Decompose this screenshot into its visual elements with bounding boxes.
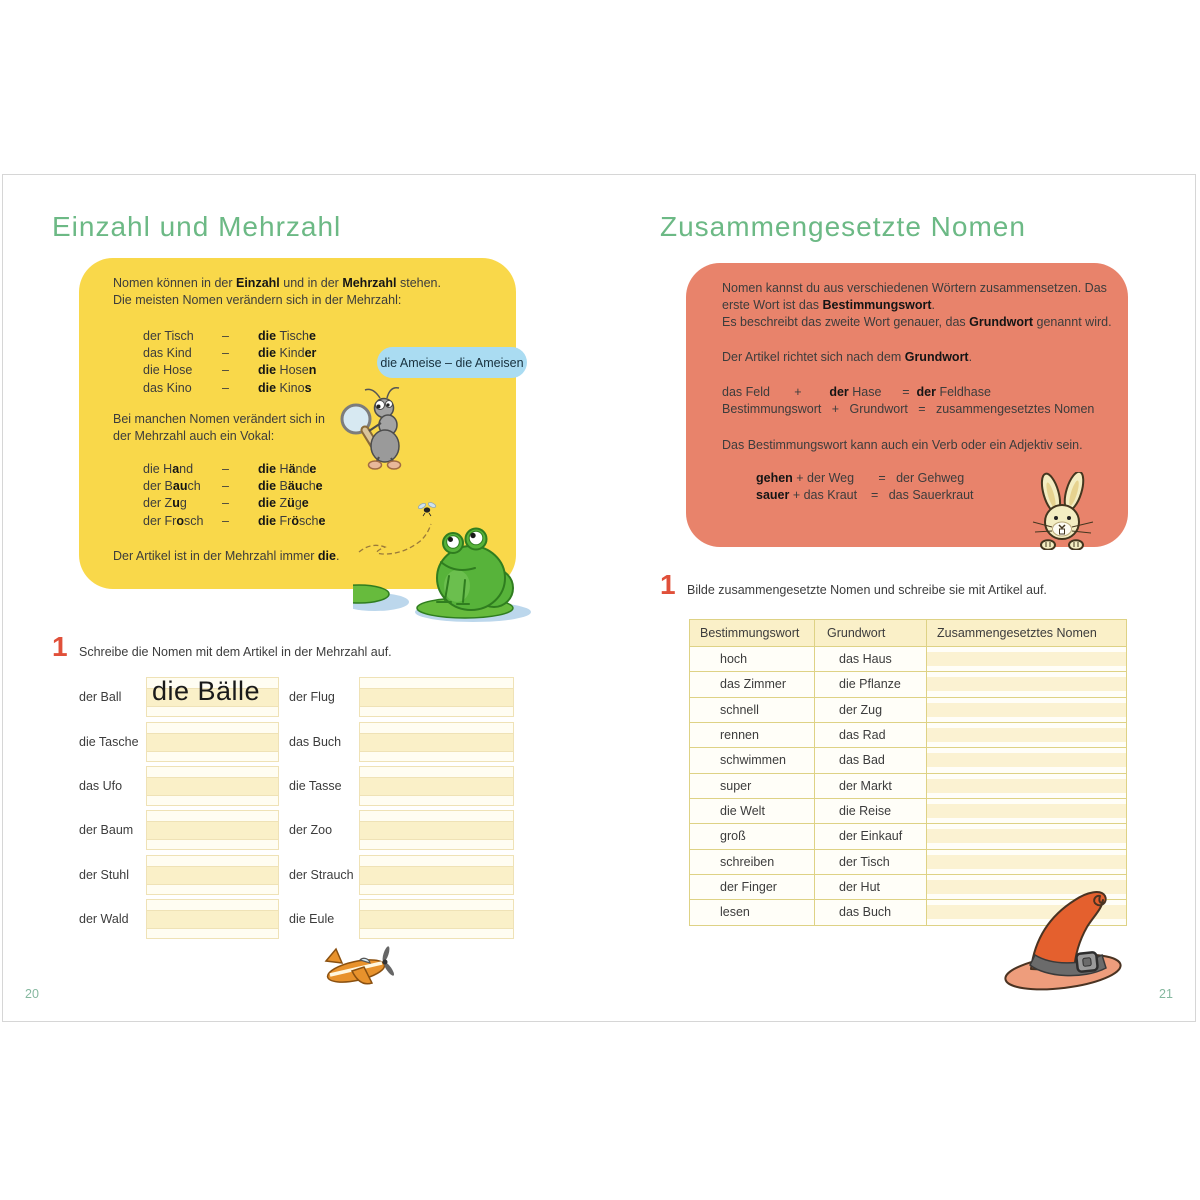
ant-with-magnifying-glass-icon: [339, 385, 419, 471]
table-cell: hoch: [690, 647, 815, 672]
page-number-right: 21: [1159, 987, 1173, 1001]
rabbit-peeking-icon: [1031, 472, 1095, 550]
compound-nouns-table: [689, 619, 1127, 926]
page-title-right: Zusammengesetzte Nomen: [660, 211, 1026, 242]
exercise-item: die Eule: [289, 897, 514, 941]
info-line: Der Artikel richtet sich nach dem Grundwort.: [722, 350, 973, 364]
page-title-left: Einzahl und Mehrzahl: [52, 211, 342, 242]
table-cell: der Tisch: [815, 850, 927, 875]
table-cell: schreiben: [690, 850, 815, 875]
table-cell: das Rad: [815, 723, 927, 748]
table-cell: rennen: [690, 723, 815, 748]
vowel-example-row: der Zug – die Züge: [143, 496, 309, 511]
answer-cell[interactable]: [927, 723, 1126, 748]
formula-line: gehen + der Weg = der Gehweg: [756, 471, 965, 485]
vowel-example-row: der Bauch – die Bäuche: [143, 479, 323, 494]
witch-hat-icon: [999, 887, 1139, 999]
exercise-item: der Baum: [79, 808, 279, 852]
plural-example-row: das Kind – die Kinder: [143, 346, 317, 361]
vowel-example-row: der Frosch – die Frösche: [143, 513, 326, 528]
answer-field[interactable]: [146, 810, 279, 850]
table-cell: das Bad: [815, 748, 927, 773]
page-number-left: 20: [25, 987, 39, 1001]
table-cell: super: [690, 774, 815, 799]
table-cell: die Reise: [815, 799, 927, 824]
info-line: Bei manchen Nomen verändert sich in: [113, 412, 325, 426]
answer-field[interactable]: [146, 722, 279, 762]
exercise-item: die Tasse: [289, 764, 514, 808]
table-header-bestimmungswort: Bestimmungswort: [690, 620, 815, 647]
info-line: erste Wort ist das Bestimmungswort.: [722, 298, 936, 312]
table-cell: der Hut: [815, 875, 927, 900]
answer-field[interactable]: [359, 899, 514, 939]
exercise-instruction: Schreibe die Nomen mit dem Artikel in der Mehrzahl auf.: [79, 645, 392, 659]
info-line: Es beschreibt das zweite Wort genauer, das Grundwort genannt wird.: [722, 315, 1112, 329]
answer-cell[interactable]: [927, 698, 1126, 723]
fly-trail-icon: [359, 524, 431, 554]
table-cell: der Markt: [815, 774, 927, 799]
answer-cell[interactable]: [927, 850, 1126, 875]
exercise-instruction: Bilde zusammengesetzte Nomen und schreibe sie mit Artikel auf.: [687, 583, 1047, 597]
plural-example-row: der Tisch – die Tische: [143, 328, 316, 343]
table-header-grundwort: Grundwort: [815, 620, 927, 647]
frog-on-lily-pad-icon: [353, 496, 538, 624]
answer-field[interactable]: [359, 722, 514, 762]
answer-cell[interactable]: [927, 748, 1126, 773]
exercise-number: 1: [660, 569, 676, 600]
exercise-item: das Ufo: [79, 764, 279, 808]
exercise-item: der Ball die Bälle: [79, 675, 279, 719]
exercise-item: der Wald: [79, 897, 279, 941]
answer-cell[interactable]: [927, 672, 1126, 697]
speech-bubble-text: die Ameise – die Ameisen: [380, 355, 524, 370]
info-line: der Mehrzahl auch ein Vokal:: [113, 429, 275, 443]
exercise-item: der Strauch: [289, 853, 514, 897]
table-header-zusammengesetztes-nomen: Zusammengesetztes Nomen: [927, 620, 1126, 647]
plural-examples-list: [143, 327, 316, 397]
answer-field[interactable]: [359, 855, 514, 895]
toy-airplane-icon: [318, 943, 396, 995]
table-cell: das Buch: [815, 900, 927, 924]
info-footer: Der Artikel ist in der Mehrzahl immer die.: [113, 549, 340, 563]
exercise-item: der Flug: [289, 675, 514, 719]
answer-field[interactable]: [359, 810, 514, 850]
exercise-item: der Zoo: [289, 808, 514, 852]
answer-field[interactable]: [146, 677, 279, 717]
table-cell: schnell: [690, 698, 815, 723]
formula-line: das Feld + der Hase = der Feldhase: [722, 385, 991, 399]
info-line: Nomen kannst du aus verschiedenen Wörtern zusammensetzen. Das: [722, 281, 1107, 295]
answer-field[interactable]: [359, 677, 514, 717]
info-line: Das Bestimmungswort kann auch ein Verb oder ein Adjektiv sein.: [722, 438, 1083, 452]
answer-cell[interactable]: [927, 774, 1126, 799]
fly-icon: [418, 501, 437, 516]
table-cell: das Haus: [815, 647, 927, 672]
formula-line: Bestimmungswort + Grundwort = zusammengesetztes Nomen: [722, 402, 1095, 416]
table-cell: der Einkauf: [815, 824, 927, 849]
speech-bubble: [377, 347, 527, 378]
answer-cell[interactable]: [927, 647, 1126, 672]
table-cell: groß: [690, 824, 815, 849]
table-cell: der Zug: [815, 698, 927, 723]
answer-field[interactable]: [146, 766, 279, 806]
vowel-change-examples-list: [143, 460, 325, 530]
table-cell: der Finger: [690, 875, 815, 900]
answer-cell[interactable]: [927, 824, 1126, 849]
answer-field[interactable]: [359, 766, 514, 806]
formula-line: sauer + das Kraut = das Sauerkraut: [756, 488, 974, 502]
table-cell: schwimmen: [690, 748, 815, 773]
exercise-item: die Tasche: [79, 719, 279, 763]
book-spread: [2, 174, 1196, 1022]
plural-example-row: das Kino – die Kinos: [143, 380, 312, 395]
vowel-example-row: die Hand – die Hände: [143, 461, 317, 476]
exercise-item: der Stuhl: [79, 853, 279, 897]
exercise-column-right: [289, 675, 514, 941]
exercise-column-left: [79, 675, 279, 941]
handwritten-answer: die Bälle: [152, 676, 261, 707]
exercise-item: das Buch: [289, 719, 514, 763]
table-cell: lesen: [690, 900, 815, 924]
table-cell: die Pflanze: [815, 672, 927, 697]
answer-field[interactable]: [146, 899, 279, 939]
answer-cell[interactable]: [927, 799, 1126, 824]
exercise-number: 1: [52, 631, 68, 662]
answer-field[interactable]: [146, 855, 279, 895]
plural-example-row: die Hose – die Hosen: [143, 363, 317, 378]
info-line: Nomen können in der Einzahl und in der Mehrzahl stehen.: [113, 276, 441, 290]
table-cell: das Zimmer: [690, 672, 815, 697]
info-line: Die meisten Nomen verändern sich in der Mehrzahl:: [113, 293, 402, 307]
table-cell: die Welt: [690, 799, 815, 824]
